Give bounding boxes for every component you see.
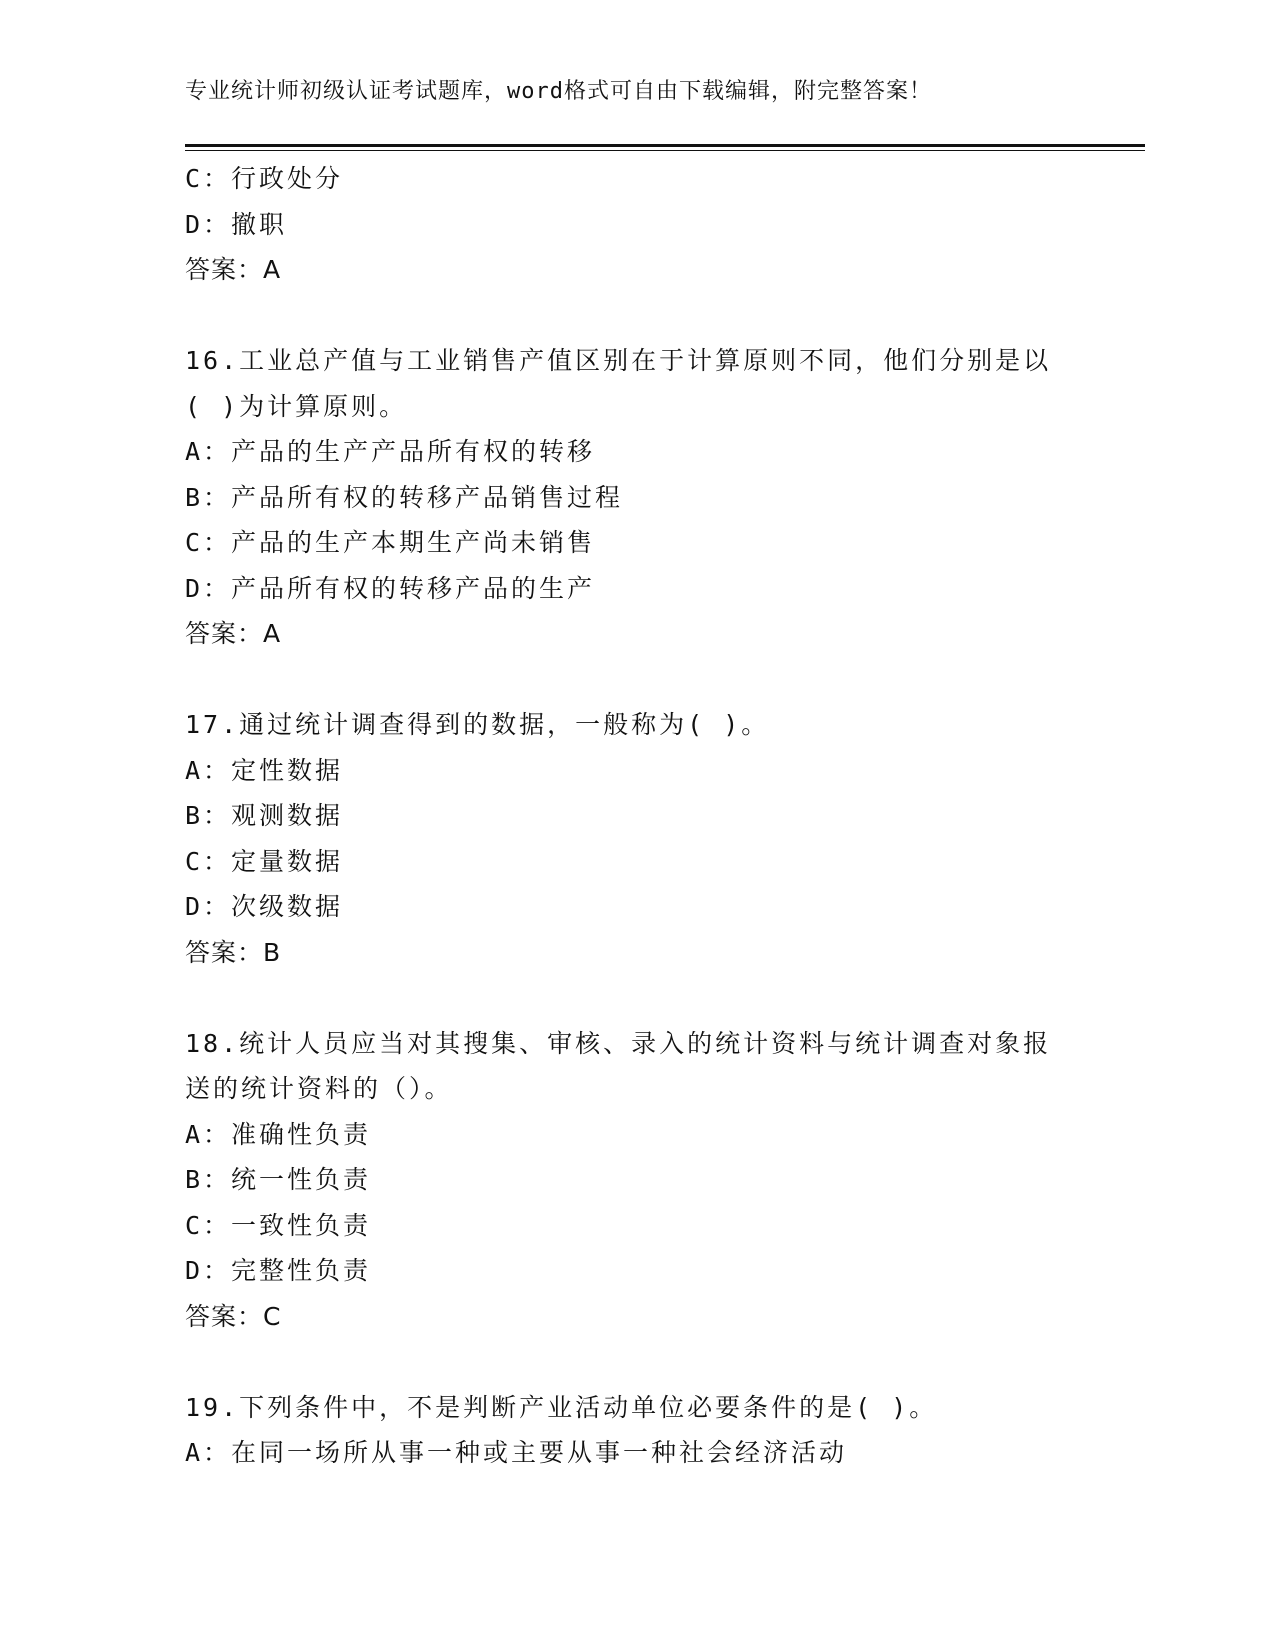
option-c: C：产品的生产本期生产尚未销售 — [185, 528, 596, 557]
answer: 答案：A — [185, 619, 282, 648]
option-b: B：产品所有权的转移产品销售过程 — [185, 482, 624, 512]
option-c: C：一致性负责 — [185, 1210, 372, 1240]
option-a: A：在同一场所从事一种或主要从事一种社会经济活动 — [185, 1438, 848, 1467]
option-d: D：次级数据 — [185, 892, 344, 921]
option-b: B：统一性负责 — [185, 1165, 372, 1194]
option-c: C：行政处分 — [185, 164, 344, 193]
header-rule-thin — [185, 150, 1145, 151]
question-stem: 18.统计人员应当对其搜集、审核、录入的统计资料与统计调查对象报 — [185, 1028, 1052, 1058]
option-d: D：产品所有权的转移产品的生产 — [185, 573, 596, 603]
spacer — [185, 975, 1085, 1021]
option-a: A：产品的生产产品所有权的转移 — [185, 437, 596, 466]
question-stem: 19.下列条件中，不是判断产业活动单位必要条件的是( )。 — [185, 1392, 938, 1422]
answer: 答案：B — [185, 937, 282, 967]
spacer — [185, 657, 1085, 703]
question-stem: 16.工业总产值与工业销售产值区别在于计算原则不同，他们分别是以 — [185, 346, 1052, 375]
question-stem: ( )为计算原则。 — [185, 391, 408, 421]
option-c: C：定量数据 — [185, 846, 344, 876]
document-header: 专业统计师初级认证考试题库，word格式可自由下载编辑，附完整答案！ — [185, 79, 932, 104]
spacer — [185, 293, 1085, 339]
header-rule-thick — [185, 144, 1145, 147]
option-b: B：观测数据 — [185, 801, 344, 830]
answer: 答案：C — [185, 1301, 282, 1331]
option-a: A：准确性负责 — [185, 1119, 372, 1149]
question-stem: 送的统计资料的（）。 — [185, 1074, 453, 1103]
question-content — [185, 156, 1085, 1476]
option-d: D：撤职 — [185, 209, 288, 239]
option-a: A：定性数据 — [185, 755, 344, 785]
answer: 答案：A — [185, 255, 282, 284]
question-stem: 17.通过统计调查得到的数据，一般称为( )。 — [185, 710, 770, 739]
spacer — [185, 1339, 1085, 1385]
option-d: D：完整性负责 — [185, 1256, 372, 1285]
